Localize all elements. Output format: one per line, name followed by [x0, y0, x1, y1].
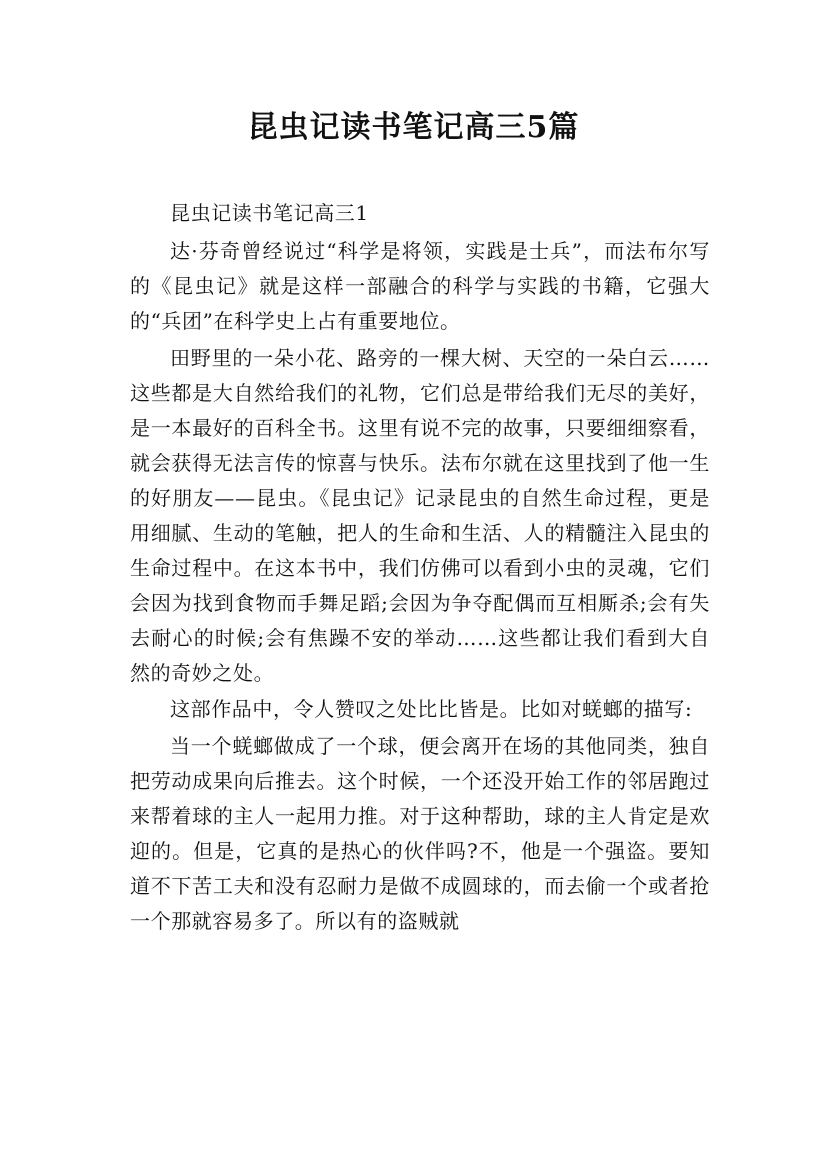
section-heading: 昆虫记读书笔记高三1 — [170, 201, 369, 225]
paragraph-4: 当一个蜣螂做成了一个球，便会离开在场的其他同类，独自把劳动成果向后推去。这个时候，一个还没开始工作的邻居跑过来帮着球的主人一起用力推。对于这种帮助，球的主人肯定是欢迎的。但是，它真的是热心的伙伴吗?不，他是一个强盗。要知道不下苦工夫和没有忍耐力是做不成圆球的，而去偷一个或者抢一个那就容易多了。所以有的盗贼就 — [130, 733, 710, 933]
document-title: 昆虫记读书笔记高三5篇 — [247, 110, 580, 145]
document-body — [130, 196, 710, 940]
paragraph-1: 达·芬奇曾经说过“科学是将领，实践是士兵”，而法布尔写的《昆虫记》就是这样一部融合的科学与实践的书籍，它强大的“兵团”在科学史上占有重要地位。 — [130, 239, 710, 333]
paragraph-2: 田野里的一朵小花、路旁的一棵大树、天空的一朵白云……这些都是大自然给我们的礼物，它们总是带给我们无尽的美好，是一本最好的百科全书。这里有说不完的故事，只要细细察看，就会获得无法言传的惊喜与快乐。法布尔就在这里找到了他一生的好朋友——昆虫。《昆虫记》记录昆虫的自然生命过程，更是用细腻、生动的笔触，把人的生命和生活、人的精髓注入昆虫的生命过程中。在这本书中，我们仿佛可以看到小虫的灵魂，它们会因为找到食物而手舞足蹈;会因为争夺配偶而互相厮杀;会有失去耐心的时候;会有焦躁不安的举动……这些都让我们看到大自然的奇妙之处。 — [130, 345, 710, 685]
paragraph-3: 这部作品中，令人赞叹之处比比皆是。比如对蜣螂的描写: — [170, 697, 693, 721]
